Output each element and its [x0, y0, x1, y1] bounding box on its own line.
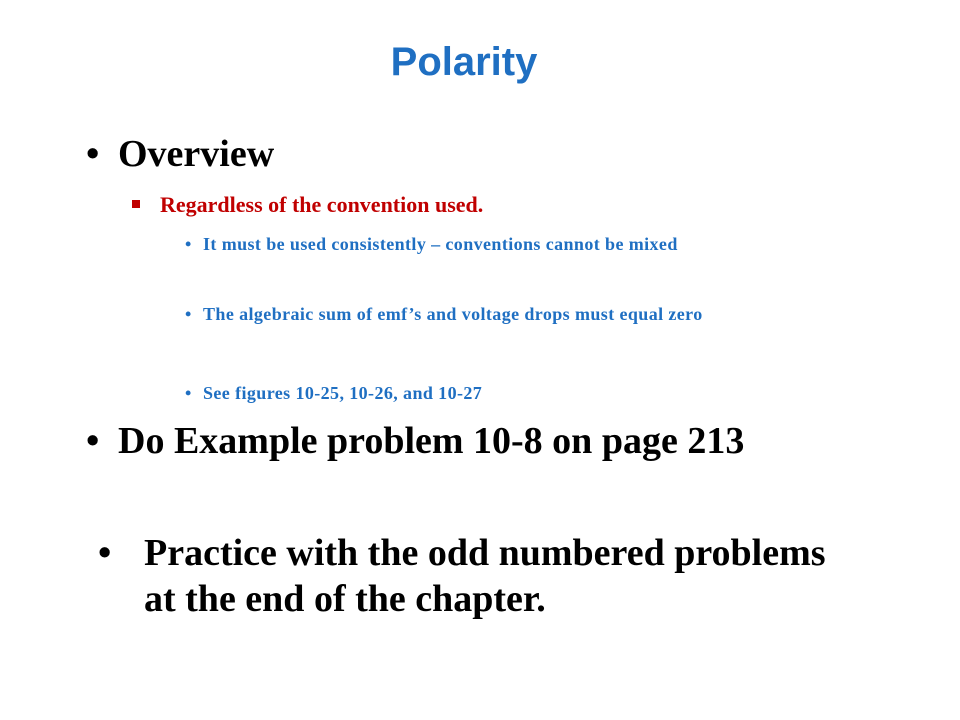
bullet-dot-icon: •: [185, 234, 192, 254]
bullet-dot-icon: •: [185, 383, 192, 403]
bullet-practice: [98, 530, 858, 622]
bullet-overview: [86, 131, 274, 177]
bullet-dot-icon: •: [98, 532, 112, 574]
convention-label: Regardless of the convention used.: [160, 192, 484, 217]
bullet-dot-icon: •: [86, 133, 100, 175]
bullet-dot-icon: •: [86, 420, 100, 462]
bullet-example: [86, 418, 744, 464]
square-bullet-icon: [132, 200, 140, 208]
overview-label: Overview: [118, 133, 275, 175]
bullet-dot-icon: •: [185, 304, 192, 324]
sub-item: [185, 297, 865, 331]
practice-text: Practice with the odd numbered problems at the end of the chapter.: [144, 532, 826, 620]
sub-item-text: See figures 10-25, 10-26, and 10-27: [203, 383, 483, 403]
sub-item: [185, 376, 865, 410]
sub-item-text: The algebraic sum of emf’s and voltage drops must equal zero: [203, 304, 703, 324]
example-text: Do Example problem 10-8 on page 213: [118, 420, 745, 462]
sub-item: [185, 227, 865, 261]
slide-title: Polarity: [390, 40, 538, 84]
sub-item-text: It must be used consistently – conventions cannot be mixed: [203, 234, 678, 254]
